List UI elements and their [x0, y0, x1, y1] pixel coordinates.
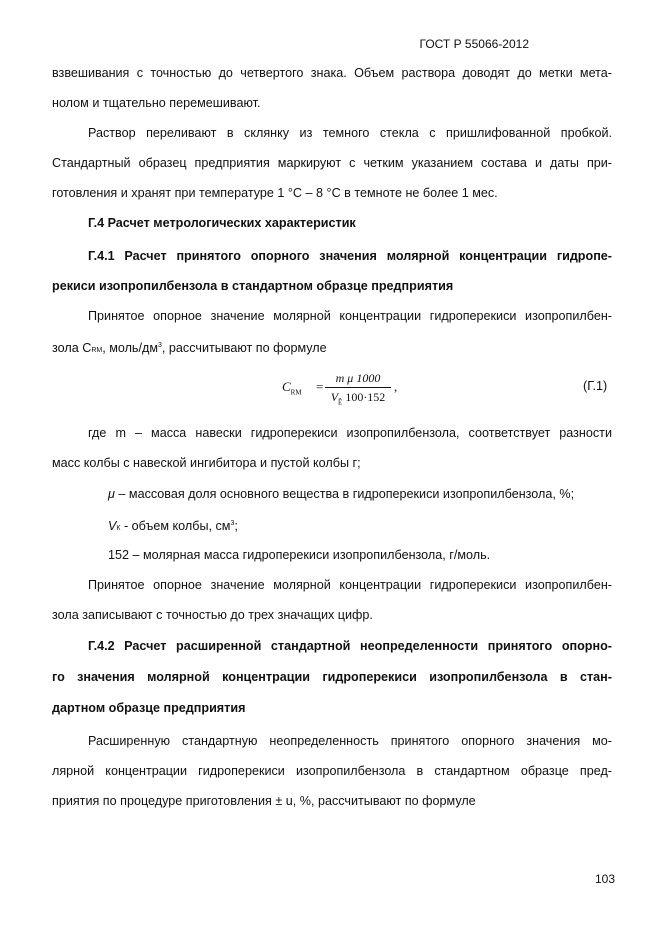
paragraph-line: где m – масса навески гидроперекиси изопропилбензола, соответствует разности	[88, 426, 612, 440]
paragraph-line: масс колбы с навеской ингибитора и пустой колбы г;	[52, 456, 361, 470]
paragraph-line: взвешивания с точностью до четвертого знака. Объем раствора доводят до метки мета-	[52, 66, 612, 80]
section-heading: Г.4 Расчет метрологических характеристик	[88, 216, 356, 230]
paragraph-line: Расширенную стандартную неопределенность принятого опорного значения мо-	[88, 734, 612, 748]
definition-mu: μ – массовая доля основного вещества в гидроперекиси изопропилбензола, %;	[108, 487, 575, 501]
paragraph-line: Принятое опорное значение молярной концентрации гидроперекиси изопропилбен-	[88, 578, 612, 592]
definition-vk: VК - объем колбы, $см^3$;	[108, 519, 238, 533]
subsection-heading-line: го значения молярной концентрации гидроперекиси изопропилбензола в стан-	[52, 670, 612, 684]
definition-152: 152 – молярная масса гидроперекиси изопропилбензола, г/моль.	[108, 548, 491, 562]
formula-g1	[0, 371, 661, 407]
paragraph-line: зола CRM, моль/$дм^3$, рассчитывают по формуле	[52, 341, 327, 355]
formula-denominator: $V_Ê$ 100·152	[330, 390, 386, 407]
formula-lhs: $C_{RM}$	[282, 379, 302, 397]
subsection-heading-line: дартном образце предприятия	[52, 701, 246, 715]
paragraph-line: готовления и хранят при температуре 1 °С – 8 °С в темноте не более 1 мес.	[52, 186, 498, 200]
formula-comma: ,	[394, 379, 398, 394]
paragraph-line: зола записывают с точностью до трех значащих цифр.	[52, 608, 373, 622]
formula-equals: =	[316, 379, 324, 394]
subsection-heading-line: Г.4.2 Расчет расширенной стандартной неопределенности принятого опорно-	[88, 639, 612, 653]
paragraph-line: приятия по процедуре приготовления ± u, %, рассчитывают по формуле	[52, 794, 476, 808]
formula-numerator: m μ 1000	[335, 371, 381, 385]
formula-fraction	[325, 371, 391, 407]
paragraph-line: нолом и тщательно перемешивают.	[52, 96, 261, 110]
subsection-heading-line: Г.4.1 Расчет принятого опорного значения молярной концентрации гидропе-	[88, 249, 612, 263]
document-id: ГОСТ Р 55066-2012	[419, 37, 529, 51]
subsection-heading-line: рекиси изопропилбензола в стандартном образце предприятия	[52, 279, 454, 293]
page-number: 103	[595, 872, 616, 886]
formula-number: (Г.1)	[583, 379, 608, 393]
fraction-bar	[325, 387, 391, 388]
paragraph-line: лярной концентрации гидроперекиси изопропилбензола в стандартном образце пред-	[52, 764, 612, 778]
paragraph-line: Стандартный образец предприятия маркируют с четким указанием состава и даты при-	[52, 156, 612, 170]
paragraph-line: Раствор переливают в склянку из темного стекла с пришлифованной пробкой.	[88, 126, 612, 140]
paragraph-line: Принятое опорное значение молярной концентрации гидроперекиси изопропилбен-	[88, 309, 612, 323]
